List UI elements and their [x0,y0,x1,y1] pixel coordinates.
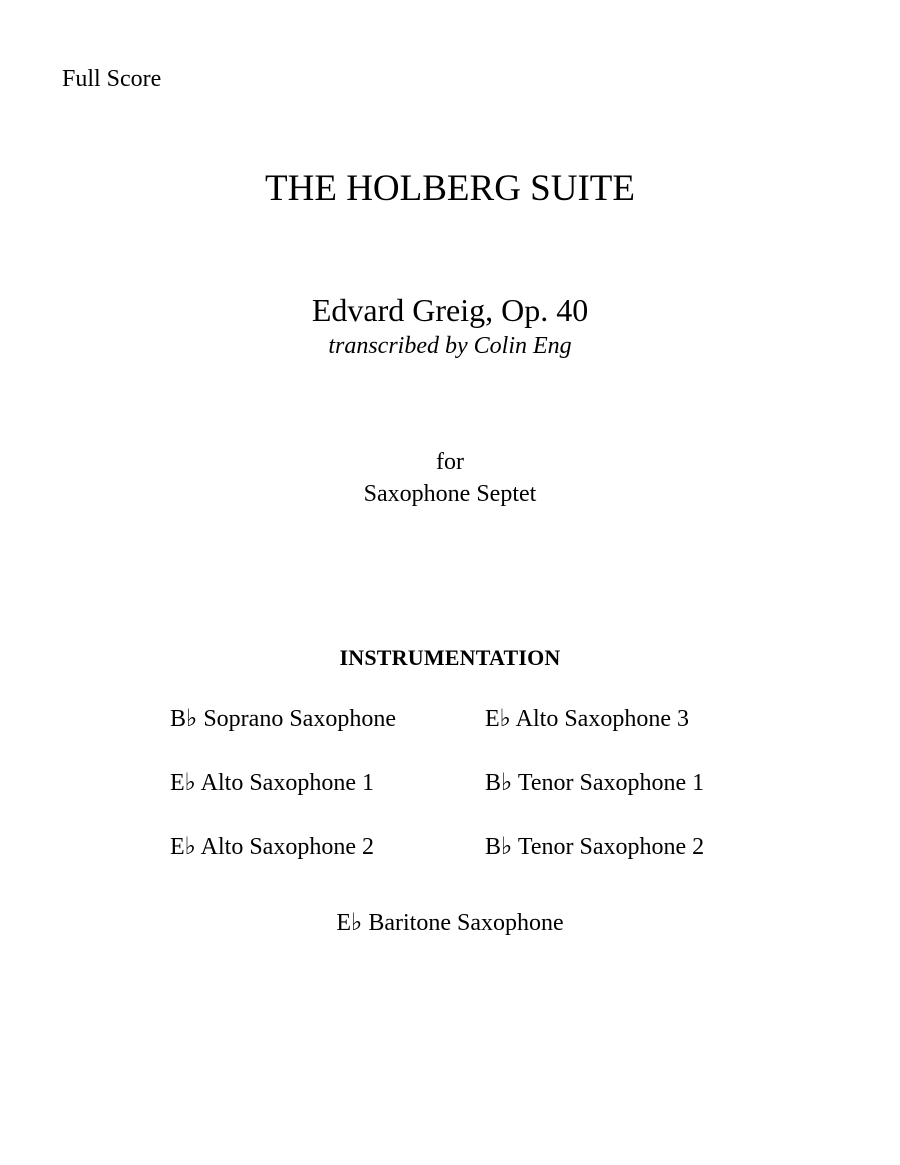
instrument-tenor-sax-1: B♭ Tenor Saxophone 1 [485,770,705,796]
instrument-alto-sax-2: E♭ Alto Saxophone 2 [170,834,374,860]
work-title: THE HOLBERG SUITE [265,168,635,209]
instrument-soprano-sax: B♭ Soprano Saxophone [170,706,396,732]
score-type-label: Full Score [62,66,162,92]
instrument-alto-sax-1: E♭ Alto Saxophone 1 [170,770,374,796]
for-label: for [436,449,464,475]
composer-line: Edvard Greig, Op. 40 [311,292,589,328]
instrument-alto-sax-3: E♭ Alto Saxophone 3 [485,706,689,732]
instrument-tenor-sax-2: B♭ Tenor Saxophone 2 [485,834,705,860]
ensemble-label: Saxophone Septet [363,481,537,507]
instrumentation-heading: INSTRUMENTATION [339,645,561,670]
instrument-baritone-sax: E♭ Baritone Saxophone [336,910,564,936]
arranger-line: transcribed by Colin Eng [328,333,572,359]
